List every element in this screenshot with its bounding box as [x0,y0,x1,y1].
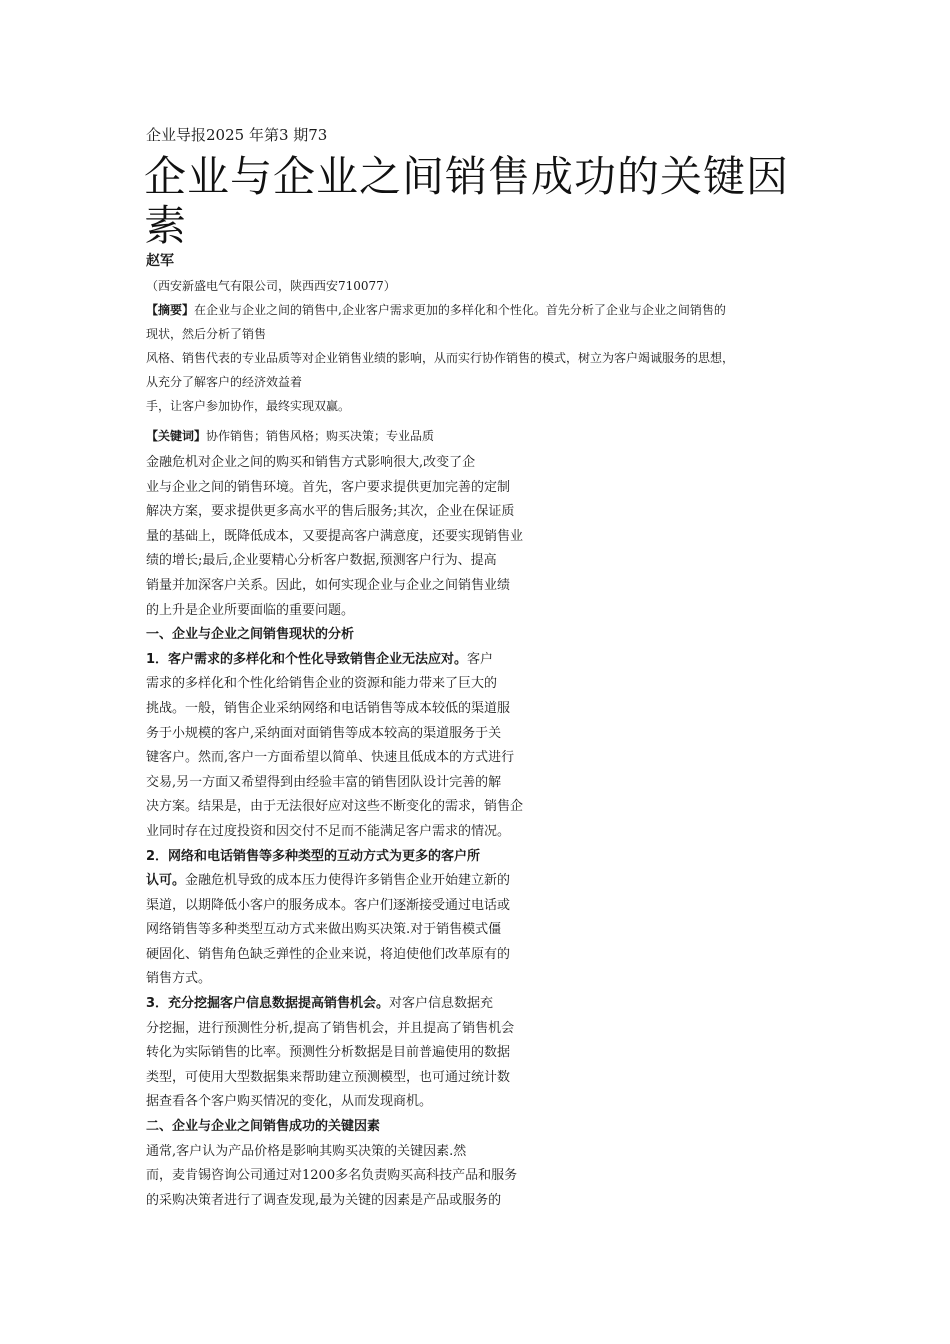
article-body [146,451,566,1213]
abstract-line: 风格、销售代表的专业品质等对企业销售业绩的影响，从而实行协作销售的模式，树立为客户竭诚服务的思想， [146,351,735,365]
body-line: 解决方案，要求提供更多高水平的售后服务;其次，企业在保证质 [146,504,515,520]
body-line: 业同时存在过度投资和因交付不足而不能满足客户需求的情况。 [146,823,511,839]
subsection-heading: 认可。 [146,873,186,889]
body-line [146,869,566,894]
keywords-text: 协作销售；销售风格；购买决策；专业品质 [206,429,435,443]
abstract-text: 在企业与企业之间的销售中,企业客户需求更加的多样化和个性化。首先分析了企业与企业之间销售的 [194,303,726,317]
body-text: 客户 [467,651,494,667]
body-line: 销售方式。 [146,971,212,987]
body-line: 据查看各个客户购买情况的变化，从而发现商机。 [146,1094,433,1110]
abstract-label: 【摘要】 [146,303,195,317]
body-line: 销量并加深客户关系。因此，如何实现企业与企业之间销售业绩 [146,577,511,593]
body-line: 类型，可使用大型数据集来帮助建立预测模型，也可通过统计数 [146,1069,511,1085]
body-line: 决方案。结果是，由于无法很好应对这些不断变化的需求，销售企 [146,799,524,815]
body-line: 挑战。一般，销售企业采纳网络和电话销售等成本较低的渠道服 [146,700,511,716]
article-title: 企业与企业之间销售成功的关键因素 [144,152,790,250]
body-line [146,992,566,1017]
body-line: 渠道，以期降低小客户的服务成本。客户们逐渐接受通过电话或 [146,897,511,913]
body-line: 转化为实际销售的比率。预测性分析数据是目前普遍使用的数据 [146,1045,511,1061]
abstract-line: 手，让客户参加协作，最终实现双赢。 [146,399,351,413]
body-line: 业与企业之间的销售环境。首先，客户要求提供更加完善的定制 [146,479,511,495]
affiliation: （西安新盛电气有限公司，陕西西安710077） [146,279,396,293]
body-line: 需求的多样化和个性化给销售企业的资源和能力带来了巨大的 [146,676,498,692]
body-line [146,648,566,673]
keywords-label: 【关键词】 [146,429,207,443]
abstract-line: 从充分了解客户的经济效益着 [146,375,303,389]
body-text: 金融危机导致的成本压力使得许多销售企业开始建立新的 [185,873,511,889]
body-line: 而，麦肯锡咨询公司通过对1200多名负责购买高科技产品和服务 [146,1168,518,1184]
body-line: 交易,另一方面又希望得到由经验丰富的销售团队设计完善的解 [146,774,502,790]
subsection-heading: 2．网络和电话销售等多种类型的互动方式为更多的客户所 [146,848,481,864]
body-line: 分挖掘，进行预测性分析,提高了销售机会，并且提高了销售机会 [146,1020,515,1036]
abstract-line: 现状，然后分析了销售 [146,327,267,341]
body-line: 金融危机对企业之间的购买和销售方式影响很大,改变了企 [146,455,476,470]
subsection-heading: 1．客户需求的多样化和个性化导致销售企业无法应对。 [146,651,468,667]
section-heading: 一、企业与企业之间销售现状的分析 [146,627,355,643]
abstract-line [146,298,806,322]
journal-header: 企业导报2025 年第3 期73 [146,126,328,144]
body-text: 对客户信息数据充 [389,996,494,1012]
body-line: 网络销售等多种类型互动方式来做出购买决策.对于销售模式僵 [146,922,502,938]
body-line: 绩的增长;最后,企业要精心分析客户数据,预测客户行为、提高 [146,553,497,569]
subsection-heading: 3．充分挖掘客户信息数据提高销售机会。 [146,996,390,1012]
body-line: 通常,客户认为产品价格是影响其购买决策的关键因素.然 [146,1143,467,1159]
body-line: 的采购决策者进行了调查发现,最为关键的因素是产品或服务的 [146,1192,502,1208]
author-name: 赵军 [146,253,174,269]
body-line: 的上升是企业所要面临的重要问题。 [146,602,355,618]
body-line: 务于小规模的客户,采纳面对面销售等成本较高的渠道服务于关 [146,725,502,741]
section-heading: 二、企业与企业之间销售成功的关键因素 [146,1119,381,1135]
body-line: 量的基础上，既降低成本，又要提高客户满意度，还要实现销售业 [146,528,524,544]
body-line: 键客户。然而,客户一方面希望以简单、快速且低成本的方式进行 [146,750,515,766]
body-line: 硬固化、销售角色缺乏弹性的企业来说，将迫使他们改革原有的 [146,946,511,962]
abstract-block [146,298,806,418]
keywords-line [146,424,806,448]
